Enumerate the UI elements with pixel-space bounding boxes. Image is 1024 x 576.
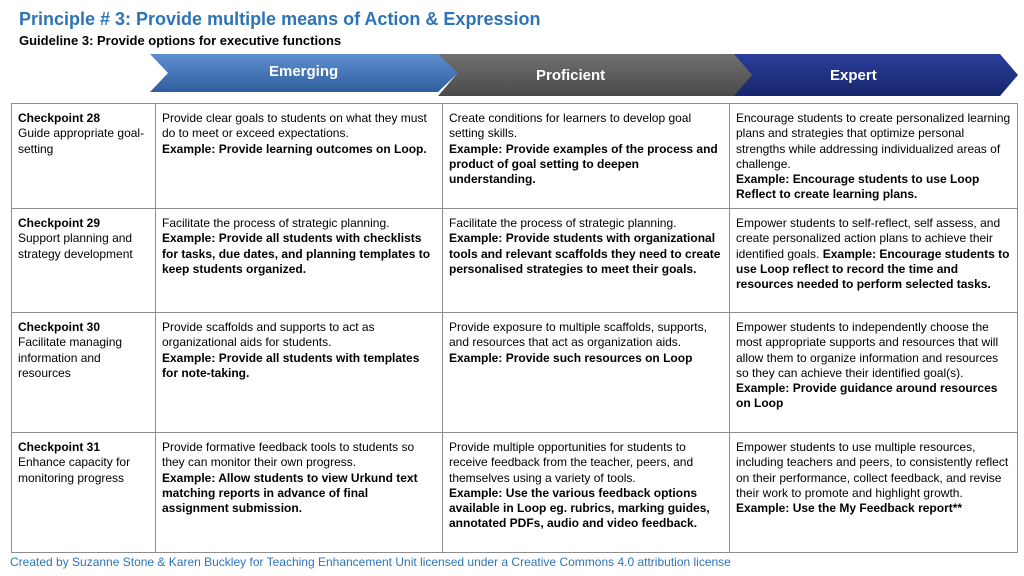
level-banner: [150, 54, 1020, 96]
cell-text: Facilitate the process of strategic planning.: [449, 216, 677, 230]
cell-example: Example: Provide examples of the process and product of goal setting to deepen understanding.: [449, 141, 718, 187]
checkpoint-description: Facilitate managing information and resources: [18, 335, 123, 380]
cell-example: Example: Provide students with organizational tools and relevant scaffolds they need to create personalised strategies to meet their goals.: [449, 231, 721, 276]
proficient-cell: [443, 104, 730, 209]
cell-text: Provide multiple opportunities for students to receive feedback from the teacher, peers, and themselves using a variety of tools.: [449, 440, 694, 485]
proficient-cell: [443, 313, 730, 433]
cell-example: Example: Provide learning outcomes on Loop.: [162, 141, 427, 156]
expert-cell: [730, 313, 1018, 433]
guideline-subtitle: Guideline 3: Provide options for executive functions: [19, 33, 342, 48]
checkpoint-description: Enhance capacity for monitoring progress: [18, 455, 131, 485]
cell-text: Provide exposure to multiple scaffolds, supports, and resources that act as organization aids.: [449, 320, 707, 350]
cell-example: Example: Provide all students with checklists for tasks, due dates, and planning templates to keep students organized.: [162, 231, 431, 276]
cell-example: Example: Provide such resources on Loop: [449, 350, 693, 365]
level-emerging-label: Emerging: [269, 63, 339, 80]
expert-cell: [730, 104, 1018, 209]
cell-text: Provide scaffolds and supports to act as organizational aids for students.: [162, 320, 375, 350]
checkpoint-cell: [12, 313, 156, 433]
cell-example: Example: Allow students to view Urkund text matching reports in advance of final assignment submission.: [162, 470, 418, 516]
checkpoint-title: Checkpoint 29: [18, 216, 101, 230]
page-title: Principle # 3: Provide multiple means of Action & Expression: [19, 9, 541, 29]
cell-text: Empower students to self-reflect, self assess, and create personalized action plans to achieve their identified goals.: [736, 216, 1001, 261]
license-footer: Created by Suzanne Stone & Karen Buckley for Teaching Enhancement Unit licensed under a Creative Commons 4.0 attribution license: [10, 555, 731, 569]
emerging-cell: [156, 313, 443, 433]
emerging-cell: [156, 104, 443, 209]
cell-text: Empower students to use multiple resources, including teachers and peers, to consistently reflect on their performance, collect feedback, and revise their work to promote and highlight growth.: [736, 440, 1009, 500]
emerging-cell: [156, 433, 443, 553]
table-row: [12, 104, 1018, 209]
emerging-cell: [156, 209, 443, 313]
table-row: [12, 313, 1018, 433]
cell-example: Example: Encourage students to use Loop Reflect to create learning plans.: [736, 172, 980, 202]
level-expert-label: Expert: [830, 67, 877, 84]
cell-text: Provide formative feedback tools to students so they can monitor their own progress.: [162, 440, 415, 470]
cell-text: Facilitate the process of strategic planning.: [162, 216, 390, 230]
cell-example: Example: Provide all students with templates for note-taking.: [162, 350, 420, 380]
checkpoint-title: Checkpoint 31: [18, 440, 101, 454]
table-row: [12, 433, 1018, 553]
checkpoint-title: Checkpoint 30: [18, 320, 101, 334]
cell-example: Example: Use the My Feedback report**: [736, 501, 963, 516]
checkpoint-table: [11, 103, 1018, 553]
expert-cell: [730, 433, 1018, 553]
cell-text: Empower students to independently choose the most appropriate supports and resources that will allow them to organize information and resources so they can achieve their identified goal(s).: [736, 320, 999, 380]
checkpoint-cell: [12, 209, 156, 313]
checkpoint-description: Support planning and strategy development: [18, 231, 133, 261]
cell-text: Encourage students to create personalized learning plans and strategies that optimize personal strengths while addressing individualized areas of challenge.: [736, 111, 1011, 171]
cell-example: Example: Provide guidance around resources on Loop: [736, 381, 998, 411]
cell-text: Provide clear goals to students on what they must do to meet or exceed expectations.: [162, 111, 427, 141]
proficient-cell: [443, 433, 730, 553]
cell-example: Example: Use the various feedback options available in Loop eg. rubrics, marking guides, annotated PDFs, audio and video feedback.: [449, 485, 710, 531]
checkpoint-cell: [12, 433, 156, 553]
table-row: [12, 209, 1018, 313]
cell-example: Example: Encourage students to use Loop reflect to record the time and resources needed to perform selected tasks.: [736, 246, 1010, 292]
checkpoint-description: Guide appropriate goal-setting: [18, 126, 145, 156]
expert-cell: [730, 209, 1018, 313]
cell-text: Create conditions for learners to develop goal setting skills.: [449, 111, 692, 141]
level-proficient-label: Proficient: [536, 67, 606, 84]
checkpoint-cell: [12, 104, 156, 209]
checkpoint-title: Checkpoint 28: [18, 111, 101, 125]
proficient-cell: [443, 209, 730, 313]
